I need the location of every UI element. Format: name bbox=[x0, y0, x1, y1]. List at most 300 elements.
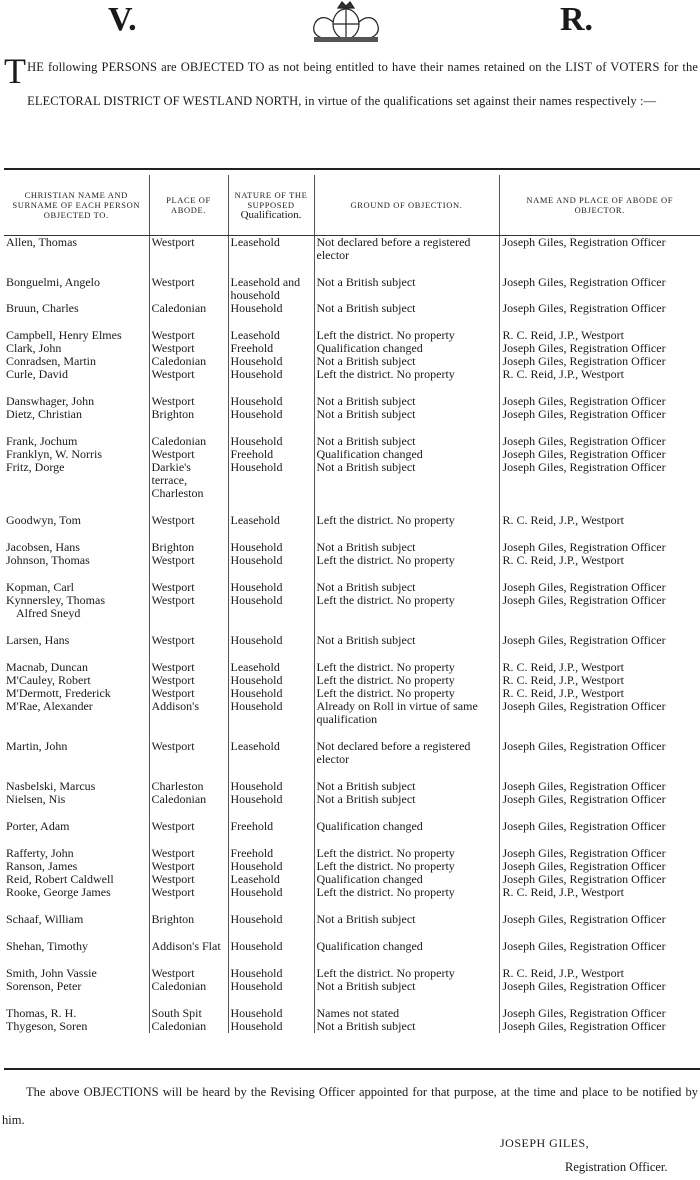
person-name: Thygeson, Soren bbox=[6, 1020, 88, 1033]
spacer-cell bbox=[314, 926, 499, 940]
spacer-cell bbox=[314, 726, 499, 740]
spacer-cell bbox=[499, 567, 700, 581]
spacer-cell bbox=[228, 381, 314, 395]
spacer-cell bbox=[228, 726, 314, 740]
cell-ground: Left the district. No property bbox=[314, 329, 499, 342]
person-name: Larsen, Hans bbox=[6, 634, 70, 647]
cell-nature: Household bbox=[228, 793, 314, 806]
cell-name bbox=[4, 329, 149, 342]
spacer-cell bbox=[4, 421, 149, 435]
person-name: Frank, Jochum bbox=[6, 435, 78, 448]
cell-objector: Joseph Giles, Registration Officer bbox=[499, 700, 700, 726]
cell-name bbox=[4, 780, 149, 793]
spacer-cell bbox=[314, 806, 499, 820]
table-row bbox=[4, 674, 700, 687]
spacer-cell bbox=[314, 647, 499, 661]
table-row bbox=[4, 700, 700, 726]
spacer-cell bbox=[228, 926, 314, 940]
cell-objector: R. C. Reid, J.P., Westport bbox=[499, 886, 700, 899]
cell-nature: Leasehold bbox=[228, 740, 314, 766]
spacer-cell bbox=[4, 381, 149, 395]
person-name: Porter, Adam bbox=[6, 820, 70, 833]
spacer-cell bbox=[314, 620, 499, 634]
cell-ground: Qualification changed bbox=[314, 873, 499, 886]
cell-ground: Not a British subject bbox=[314, 793, 499, 806]
spacer-cell bbox=[4, 527, 149, 541]
spacer-cell bbox=[228, 953, 314, 967]
cell-nature: Leasehold bbox=[228, 329, 314, 342]
cell-place: Westport bbox=[149, 886, 228, 899]
spacer-cell bbox=[4, 500, 149, 514]
cell-nature: Household bbox=[228, 1007, 314, 1020]
spacer-cell bbox=[314, 381, 499, 395]
person-name: Rooke, George James bbox=[6, 886, 111, 899]
cell-place: Westport bbox=[149, 329, 228, 342]
cell-nature: Household bbox=[228, 541, 314, 554]
cell-place: Charleston bbox=[149, 780, 228, 793]
spacer-cell bbox=[314, 993, 499, 1007]
spacer-cell bbox=[4, 926, 149, 940]
cell-nature: Household bbox=[228, 913, 314, 926]
footer-notice: The above OBJECTIONS will be heard by the Revising Officer appointed for that purpose, at the time and place to be notified by him. bbox=[2, 1085, 698, 1127]
cell-ground: Not a British subject bbox=[314, 581, 499, 594]
spacer-cell bbox=[149, 500, 228, 514]
cell-place: Westport bbox=[149, 634, 228, 647]
cell-name bbox=[4, 395, 149, 408]
table-row bbox=[4, 276, 700, 302]
spacer-cell bbox=[314, 500, 499, 514]
cell-ground: Names not stated bbox=[314, 1007, 499, 1020]
cell-objector: Joseph Giles, Registration Officer bbox=[499, 355, 700, 368]
cell-ground: Not a British subject bbox=[314, 408, 499, 421]
cell-place: Westport bbox=[149, 368, 228, 381]
cell-name bbox=[4, 740, 149, 766]
spacer-cell bbox=[149, 726, 228, 740]
person-name: Nasbelski, Marcus bbox=[6, 780, 96, 793]
cell-name bbox=[4, 913, 149, 926]
col-header-nature-sub: Qualification. bbox=[240, 209, 302, 221]
cell-objector: Joseph Giles, Registration Officer bbox=[499, 395, 700, 408]
cell-ground: Left the district. No property bbox=[314, 661, 499, 674]
cell-objector: Joseph Giles, Registration Officer bbox=[499, 820, 700, 833]
cell-nature: Freehold bbox=[228, 847, 314, 860]
cell-ground: Left the district. No property bbox=[314, 674, 499, 687]
row-spacer bbox=[4, 567, 700, 581]
cell-name bbox=[4, 435, 149, 448]
cell-name bbox=[4, 1020, 149, 1033]
signature-name: JOSEPH GILES, bbox=[500, 1136, 590, 1150]
cell-nature: Freehold bbox=[228, 448, 314, 461]
cell-objector: Joseph Giles, Registration Officer bbox=[499, 461, 700, 500]
spacer-cell bbox=[4, 726, 149, 740]
cell-place: Caledonian bbox=[149, 302, 228, 315]
spacer-cell bbox=[149, 567, 228, 581]
header-right-letter: R. bbox=[560, 1, 594, 38]
table-row bbox=[4, 541, 700, 554]
spacer-cell bbox=[228, 993, 314, 1007]
col-header-nature-main: NATURE OF THE SUPPOSED bbox=[234, 190, 308, 210]
cell-objector: Joseph Giles, Registration Officer bbox=[499, 634, 700, 647]
cell-name bbox=[4, 700, 149, 726]
cell-name bbox=[4, 873, 149, 886]
cell-place: Caledonian bbox=[149, 793, 228, 806]
cell-ground: Left the district. No property bbox=[314, 594, 499, 620]
row-spacer bbox=[4, 926, 700, 940]
person-name: Smith, John Vassie bbox=[6, 967, 97, 980]
cell-place: Brighton bbox=[149, 913, 228, 926]
cell-ground: Not a British subject bbox=[314, 276, 499, 302]
cell-place: Westport bbox=[149, 687, 228, 700]
cell-nature: Leasehold and household bbox=[228, 276, 314, 302]
cell-ground: Qualification changed bbox=[314, 940, 499, 953]
cell-nature: Leasehold bbox=[228, 661, 314, 674]
table-row bbox=[4, 368, 700, 381]
table-row bbox=[4, 461, 700, 500]
spacer-cell bbox=[149, 766, 228, 780]
cell-ground: Qualification changed bbox=[314, 820, 499, 833]
cell-ground: Qualification changed bbox=[314, 342, 499, 355]
spacer-cell bbox=[149, 953, 228, 967]
spacer-cell bbox=[499, 993, 700, 1007]
royal-coat-of-arms-icon bbox=[286, 0, 406, 44]
spacer-cell bbox=[4, 833, 149, 847]
cell-nature: Household bbox=[228, 461, 314, 500]
cell-nature: Household bbox=[228, 687, 314, 700]
cell-ground: Not a British subject bbox=[314, 355, 499, 368]
cell-name bbox=[4, 408, 149, 421]
cell-nature: Household bbox=[228, 674, 314, 687]
table-row bbox=[4, 1020, 700, 1033]
cell-nature: Household bbox=[228, 435, 314, 448]
cell-name bbox=[4, 940, 149, 953]
objections-table bbox=[4, 175, 700, 1033]
spacer-cell bbox=[499, 833, 700, 847]
cell-objector: Joseph Giles, Registration Officer bbox=[499, 541, 700, 554]
person-name: Johnson, Thomas bbox=[6, 554, 90, 567]
cell-name bbox=[4, 276, 149, 302]
cell-name bbox=[4, 461, 149, 500]
table-row bbox=[4, 886, 700, 899]
person-name: Shehan, Timothy bbox=[6, 940, 89, 953]
person-name: Kynnersley, Thomas bbox=[6, 594, 105, 607]
cell-ground: Not a British subject bbox=[314, 913, 499, 926]
spacer-cell bbox=[314, 527, 499, 541]
spacer-cell bbox=[499, 500, 700, 514]
spacer-cell bbox=[228, 567, 314, 581]
spacer-cell bbox=[149, 262, 228, 276]
person-name: Martin, John bbox=[6, 740, 68, 753]
person-name: Franklyn, W. Norris bbox=[6, 448, 102, 461]
cell-place: Westport bbox=[149, 395, 228, 408]
cell-place: Brighton bbox=[149, 408, 228, 421]
person-name: Thomas, R. H. bbox=[6, 1007, 77, 1020]
person-name: Goodwyn, Tom bbox=[6, 514, 81, 527]
table-row bbox=[4, 448, 700, 461]
cell-place: Westport bbox=[149, 581, 228, 594]
cell-name bbox=[4, 236, 149, 263]
table-row bbox=[4, 780, 700, 793]
cell-name bbox=[4, 355, 149, 368]
table-header-row bbox=[4, 175, 700, 236]
spacer-cell bbox=[4, 953, 149, 967]
cell-place: Westport bbox=[149, 448, 228, 461]
person-name: Dietz, Christian bbox=[6, 408, 82, 421]
cell-ground: Not a British subject bbox=[314, 395, 499, 408]
spacer-cell bbox=[228, 833, 314, 847]
cell-nature: Freehold bbox=[228, 820, 314, 833]
col-header-place: PLACE OF ABODE. bbox=[149, 175, 228, 236]
cell-name bbox=[4, 674, 149, 687]
col-header-name: CHRISTIAN NAME AND SURNAME OF EACH PERSON OBJECTED TO. bbox=[4, 175, 149, 236]
cell-objector: Joseph Giles, Registration Officer bbox=[499, 847, 700, 860]
cell-place: Westport bbox=[149, 847, 228, 860]
cell-place: Addison's bbox=[149, 700, 228, 726]
cell-objector: Joseph Giles, Registration Officer bbox=[499, 594, 700, 620]
person-name: Macnab, Duncan bbox=[6, 661, 88, 674]
cell-nature: Leasehold bbox=[228, 236, 314, 263]
cell-nature: Household bbox=[228, 700, 314, 726]
spacer-cell bbox=[149, 647, 228, 661]
cell-ground: Not a British subject bbox=[314, 461, 499, 500]
spacer-cell bbox=[149, 315, 228, 329]
cell-ground: Left the district. No property bbox=[314, 687, 499, 700]
cell-objector: Joseph Giles, Registration Officer bbox=[499, 408, 700, 421]
spacer-cell bbox=[228, 647, 314, 661]
cell-objector: Joseph Giles, Registration Officer bbox=[499, 302, 700, 315]
spacer-cell bbox=[4, 567, 149, 581]
table-row bbox=[4, 1007, 700, 1020]
table-row bbox=[4, 793, 700, 806]
cell-objector: R. C. Reid, J.P., Westport bbox=[499, 329, 700, 342]
row-spacer bbox=[4, 806, 700, 820]
spacer-cell bbox=[499, 647, 700, 661]
table-row bbox=[4, 594, 700, 620]
spacer-cell bbox=[499, 806, 700, 820]
table-row bbox=[4, 581, 700, 594]
spacer-cell bbox=[499, 620, 700, 634]
cell-objector: Joseph Giles, Registration Officer bbox=[499, 581, 700, 594]
table-row bbox=[4, 847, 700, 860]
spacer-cell bbox=[314, 899, 499, 913]
row-spacer bbox=[4, 993, 700, 1007]
spacer-cell bbox=[4, 315, 149, 329]
person-name: Clark, John bbox=[6, 342, 62, 355]
person-name: Allen, Thomas bbox=[6, 235, 78, 249]
spacer-cell bbox=[499, 262, 700, 276]
cell-place: Westport bbox=[149, 967, 228, 980]
person-name: Rafferty, John bbox=[6, 847, 74, 860]
cell-place: Caledonian bbox=[149, 1020, 228, 1033]
cell-place: Westport bbox=[149, 236, 228, 263]
cell-name bbox=[4, 793, 149, 806]
cell-objector: Joseph Giles, Registration Officer bbox=[499, 940, 700, 953]
cell-nature: Household bbox=[228, 940, 314, 953]
spacer-cell bbox=[149, 421, 228, 435]
spacer-cell bbox=[4, 806, 149, 820]
cell-name bbox=[4, 554, 149, 567]
cell-ground: Left the district. No property bbox=[314, 368, 499, 381]
cell-name bbox=[4, 980, 149, 993]
spacer-cell bbox=[499, 766, 700, 780]
person-name: Bruun, Charles bbox=[6, 302, 79, 315]
intro-text: HE following PERSONS are OBJECTED TO as not being entitled to have their names retained on the LIST of VOTERS for the ELECTORAL DISTRICT OF WESTLAND NORTH, in virtue of the qualifications set against their names respectively :— bbox=[27, 60, 698, 108]
notice-intro bbox=[4, 50, 698, 118]
table-row bbox=[4, 302, 700, 315]
cell-name bbox=[4, 302, 149, 315]
cell-name bbox=[4, 514, 149, 527]
spacer-cell bbox=[499, 726, 700, 740]
cell-objector: R. C. Reid, J.P., Westport bbox=[499, 687, 700, 700]
spacer-cell bbox=[228, 421, 314, 435]
cell-name bbox=[4, 368, 149, 381]
cell-nature: Household bbox=[228, 980, 314, 993]
cell-name bbox=[4, 342, 149, 355]
cell-ground: Left the district. No property bbox=[314, 860, 499, 873]
spacer-cell bbox=[228, 806, 314, 820]
table-row bbox=[4, 980, 700, 993]
cell-objector: Joseph Giles, Registration Officer bbox=[499, 980, 700, 993]
spacer-cell bbox=[149, 806, 228, 820]
row-spacer bbox=[4, 500, 700, 514]
cell-ground: Left the district. No property bbox=[314, 514, 499, 527]
spacer-cell bbox=[314, 766, 499, 780]
cell-objector: Joseph Giles, Registration Officer bbox=[499, 780, 700, 793]
cell-objector: Joseph Giles, Registration Officer bbox=[499, 236, 700, 263]
spacer-cell bbox=[149, 527, 228, 541]
cell-place: Addison's Flat bbox=[149, 940, 228, 953]
cell-ground: Not a British subject bbox=[314, 1020, 499, 1033]
cell-objector: R. C. Reid, J.P., Westport bbox=[499, 368, 700, 381]
spacer-cell bbox=[228, 899, 314, 913]
spacer-cell bbox=[4, 262, 149, 276]
cell-place: Caledonian bbox=[149, 355, 228, 368]
cell-nature: Household bbox=[228, 581, 314, 594]
cell-place: Westport bbox=[149, 740, 228, 766]
spacer-cell bbox=[499, 926, 700, 940]
cell-nature: Household bbox=[228, 634, 314, 647]
cell-place: Westport bbox=[149, 674, 228, 687]
cell-place: Westport bbox=[149, 554, 228, 567]
row-spacer bbox=[4, 620, 700, 634]
cell-nature: Household bbox=[228, 554, 314, 567]
table-row bbox=[4, 860, 700, 873]
spacer-cell bbox=[149, 926, 228, 940]
cell-place: Westport bbox=[149, 594, 228, 620]
person-name: Danswhager, John bbox=[6, 395, 95, 408]
table-row bbox=[4, 873, 700, 886]
cell-nature: Household bbox=[228, 594, 314, 620]
row-spacer bbox=[4, 527, 700, 541]
cell-name bbox=[4, 967, 149, 980]
spacer-cell bbox=[149, 620, 228, 634]
spacer-cell bbox=[149, 833, 228, 847]
cell-objector: Joseph Giles, Registration Officer bbox=[499, 435, 700, 448]
person-name: Schaaf, William bbox=[6, 913, 84, 926]
header-left-letter: V. bbox=[108, 1, 137, 38]
cell-name bbox=[4, 541, 149, 554]
cell-objector: Joseph Giles, Registration Officer bbox=[499, 913, 700, 926]
cell-objector: R. C. Reid, J.P., Westport bbox=[499, 554, 700, 567]
cell-objector: Joseph Giles, Registration Officer bbox=[499, 740, 700, 766]
table-row bbox=[4, 820, 700, 833]
spacer-cell bbox=[4, 647, 149, 661]
cell-place: Caledonian bbox=[149, 435, 228, 448]
cell-name bbox=[4, 860, 149, 873]
spacer-cell bbox=[499, 527, 700, 541]
cell-place: Westport bbox=[149, 514, 228, 527]
row-spacer bbox=[4, 833, 700, 847]
cell-objector: Joseph Giles, Registration Officer bbox=[499, 342, 700, 355]
col-header-nature bbox=[228, 175, 314, 236]
cell-objector: Joseph Giles, Registration Officer bbox=[499, 1007, 700, 1020]
spacer-cell bbox=[4, 899, 149, 913]
spacer-cell bbox=[228, 527, 314, 541]
cell-name bbox=[4, 594, 149, 620]
spacer-cell bbox=[314, 833, 499, 847]
table-row bbox=[4, 435, 700, 448]
cell-ground: Not declared before a registered elector bbox=[314, 740, 499, 766]
table-row bbox=[4, 236, 700, 263]
row-spacer bbox=[4, 315, 700, 329]
cell-objector: Joseph Giles, Registration Officer bbox=[499, 448, 700, 461]
cell-name bbox=[4, 687, 149, 700]
person-name: M'Cauley, Robert bbox=[6, 674, 91, 687]
spacer-cell bbox=[499, 381, 700, 395]
cell-ground: Left the district. No property bbox=[314, 554, 499, 567]
person-name: Curle, David bbox=[6, 368, 68, 381]
person-name: Nielsen, Nis bbox=[6, 793, 66, 806]
cell-nature: Household bbox=[228, 395, 314, 408]
cell-nature: Household bbox=[228, 302, 314, 315]
cell-nature: Leasehold bbox=[228, 514, 314, 527]
cell-nature: Household bbox=[228, 355, 314, 368]
cell-nature: Household bbox=[228, 967, 314, 980]
person-name: Fritz, Dorge bbox=[6, 461, 65, 474]
spacer-cell bbox=[228, 620, 314, 634]
spacer-cell bbox=[228, 315, 314, 329]
cell-objector: R. C. Reid, J.P., Westport bbox=[499, 967, 700, 980]
col-header-objector: NAME AND PLACE OF ABODE OF OBJECTOR. bbox=[499, 175, 700, 236]
cell-name bbox=[4, 886, 149, 899]
cell-name bbox=[4, 634, 149, 647]
cell-name bbox=[4, 820, 149, 833]
cell-ground: Left the district. No property bbox=[314, 886, 499, 899]
top-rule bbox=[4, 168, 700, 173]
person-name-cont: Alfred Sneyd bbox=[16, 606, 81, 620]
person-name: Kopman, Carl bbox=[6, 581, 74, 594]
cell-place: Westport bbox=[149, 820, 228, 833]
cell-name bbox=[4, 581, 149, 594]
spacer-cell bbox=[314, 421, 499, 435]
spacer-cell bbox=[149, 899, 228, 913]
cell-nature: Household bbox=[228, 408, 314, 421]
person-name: Reid, Robert Caldwell bbox=[6, 873, 114, 886]
cell-objector: R. C. Reid, J.P., Westport bbox=[499, 514, 700, 527]
cell-objector: R. C. Reid, J.P., Westport bbox=[499, 674, 700, 687]
cell-ground: Already on Roll in virtue of same qualification bbox=[314, 700, 499, 726]
cell-place: Westport bbox=[149, 860, 228, 873]
cell-objector: R. C. Reid, J.P., Westport bbox=[499, 661, 700, 674]
table-row bbox=[4, 395, 700, 408]
cell-place: South Spit bbox=[149, 1007, 228, 1020]
person-name: Sorenson, Peter bbox=[6, 980, 82, 993]
table-row bbox=[4, 329, 700, 342]
spacer-cell bbox=[4, 620, 149, 634]
cell-ground: Left the district. No property bbox=[314, 967, 499, 980]
row-spacer bbox=[4, 899, 700, 913]
cell-place: Westport bbox=[149, 873, 228, 886]
person-name: Bonguelmi, Angelo bbox=[6, 276, 100, 289]
